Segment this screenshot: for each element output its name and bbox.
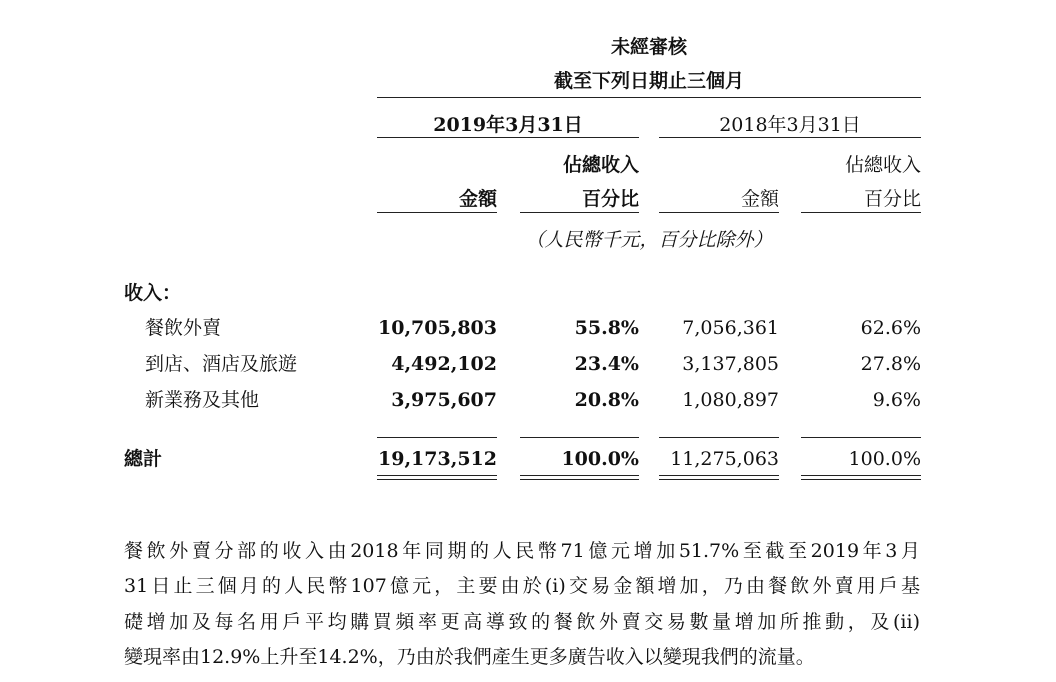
table-header-title: 未經審核 <box>610 36 687 58</box>
pct-header-2018-line2: 百分比 <box>863 188 921 210</box>
total-amount-2019: 19,173,512 <box>378 448 497 470</box>
row-label: 到店、酒店及旅遊 <box>145 353 298 375</box>
total-pct-2019: 100.0% <box>561 448 639 470</box>
row-amount-2018: 7,056,361 <box>682 317 779 339</box>
period-2019-header: 2019年3月31日 <box>433 114 583 136</box>
total-double-rule-pct-2019-top <box>520 475 639 476</box>
row-amount-2019: 4,492,102 <box>391 353 497 375</box>
row-pct-2019: 55.8% <box>574 317 639 339</box>
period-2018-header: 2018年3月31日 <box>719 114 861 136</box>
total-label: 總計 <box>124 448 163 470</box>
row-pct-2018: 62.6% <box>860 317 921 339</box>
total-double-rule-amount-2019-top <box>377 475 497 476</box>
subtotal-rule-pct-2018 <box>801 437 921 438</box>
paragraph-line: 變現率由12.9%上升至14.2%，乃由於我們產生更多廣告收入以變現我們的流量。 <box>124 646 815 668</box>
col-underline-amount-2019 <box>377 212 497 213</box>
row-pct-2018: 27.8% <box>860 353 921 375</box>
row-amount-2018: 3,137,805 <box>682 353 779 375</box>
row-pct-2018: 9.6% <box>872 389 921 411</box>
header-underline <box>377 97 921 98</box>
total-double-rule-pct-2018-top <box>801 475 921 476</box>
total-double-rule-amount-2018-top <box>659 475 779 476</box>
col-underline-pct-2019 <box>520 212 639 213</box>
row-label: 新業務及其他 <box>145 389 260 411</box>
amount-header-2018: 金額 <box>740 188 779 210</box>
total-double-rule-pct-2018-bottom <box>801 479 921 480</box>
row-pct-2019: 23.4% <box>574 353 639 375</box>
period-2018-underline <box>659 137 921 138</box>
row-amount-2019: 10,705,803 <box>378 317 497 339</box>
subtotal-rule-pct-2019 <box>520 437 639 438</box>
row-amount-2018: 1,080,897 <box>682 389 779 411</box>
total-double-rule-pct-2019-bottom <box>520 479 639 480</box>
paragraph-line: 礎增加及每名用戶平均購買頻率更高導致的餐飲外賣交易數量增加所推動，及(ii) <box>124 611 920 633</box>
subtotal-rule-amount-2018 <box>659 437 779 438</box>
section-label-revenue: 收入： <box>124 282 182 304</box>
row-amount-2019: 3,975,607 <box>391 389 497 411</box>
row-label: 餐飲外賣 <box>145 317 222 339</box>
amount-header-2019: 金額 <box>458 188 497 210</box>
paragraph-line: 31日止三個月的人民幣107億元，主要由於(i)交易金額增加，乃由餐飲外賣用戶基 <box>124 575 920 597</box>
subtotal-rule-amount-2019 <box>377 437 497 438</box>
pct-header-2019-line1: 佔總收入 <box>562 154 639 176</box>
total-pct-2018: 100.0% <box>848 448 921 470</box>
table-header-subtitle: 截至下列日期止三個月 <box>553 70 744 92</box>
period-2019-underline <box>377 137 639 138</box>
total-double-rule-amount-2019-bottom <box>377 479 497 480</box>
col-underline-amount-2018 <box>659 212 779 213</box>
row-pct-2019: 20.8% <box>574 389 639 411</box>
col-underline-pct-2018 <box>801 212 921 213</box>
unit-note: （人民幣千元，百分比除外） <box>525 229 773 251</box>
total-double-rule-amount-2018-bottom <box>659 479 779 480</box>
total-amount-2018: 11,275,063 <box>670 448 779 470</box>
pct-header-2019-line2: 百分比 <box>581 188 639 210</box>
paragraph-line: 餐飲外賣分部的收入由2018年同期的人民幣71億元增加51.7%至截至2019年3月 <box>124 540 920 562</box>
pct-header-2018-line1: 佔總收入 <box>844 154 921 176</box>
